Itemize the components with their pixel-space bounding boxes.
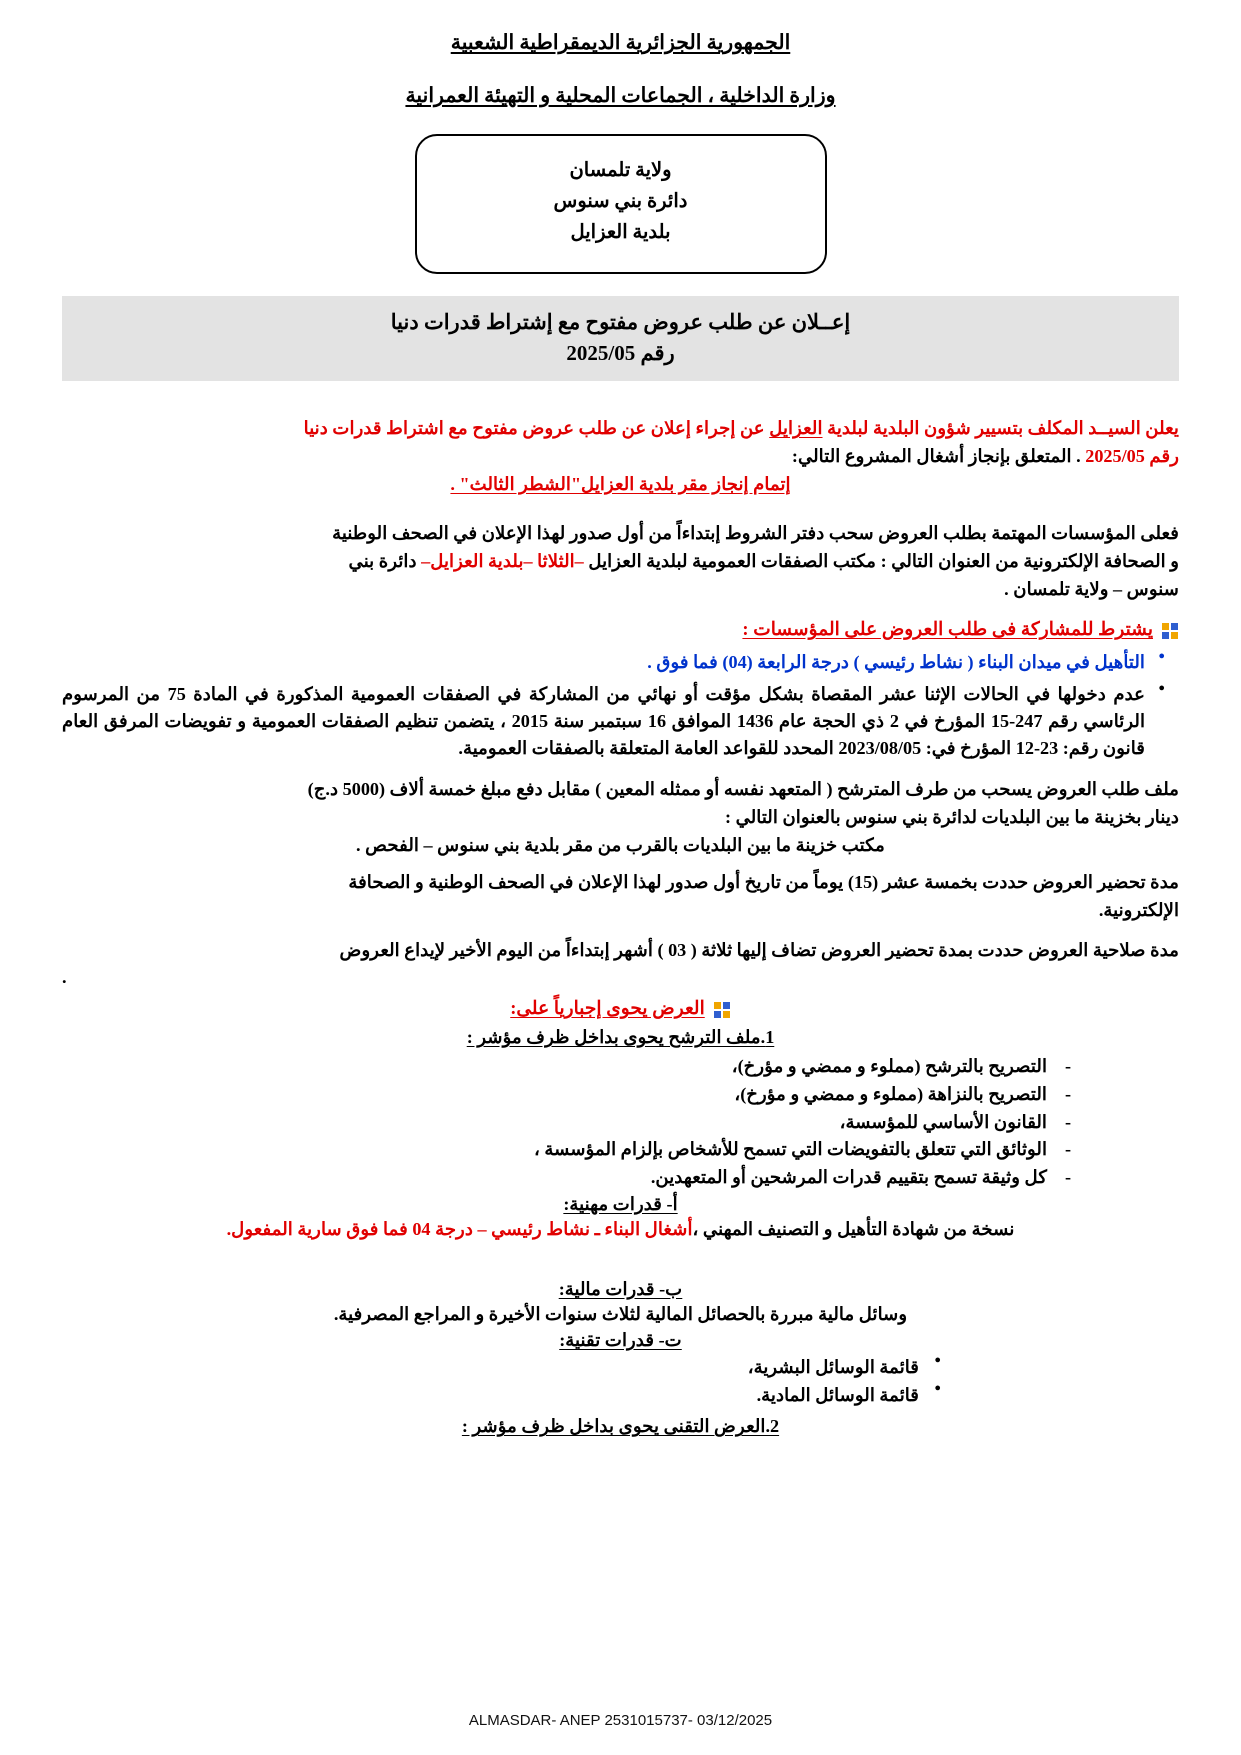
conditions-list [62, 649, 1179, 762]
intro-line-1a: يعلن السيــد المكلف بتسيير شؤون البلدية لبلدية [822, 418, 1179, 439]
address-line-2b: دائرة بني [348, 550, 422, 571]
withdrawal-line-1: ملف طلب العروض يسحب من طرف المترشح ( المتعهد نفسه أو ممثله المعين ) مقابل دفع مبلغ خمسة ألاف (5000 د.ج) [307, 779, 1179, 800]
wilaya-box [415, 134, 827, 274]
intro-line-2b: . المتعلق بإنجاز أشغال المشروع التالي: [791, 445, 1081, 466]
withdrawal-line-3: مكتب خزينة ما بين البلديات بالقرب من مقر بلدية بني سنوس – الفحص . [356, 834, 885, 855]
capacity-technical-label-text: ت- قدرات تقنية: [559, 1329, 682, 1350]
capacity-financial-text: وسائل مالية مبررة بالحصائل المالية لثلاث سنوات الأخيرة و المراجع المصرفية. [333, 1303, 908, 1324]
address-paragraph [62, 520, 1179, 603]
conditions-heading: يشترط للمشاركة فى طلب العروض على المؤسسات : [742, 619, 1153, 641]
announcement-title: إعــلان عن طلب عروض مفتوح مع إشتراط قدرات دنيا [390, 310, 851, 335]
baladia-name: بلدية العزايل [570, 221, 671, 243]
ministry-heading-text: وزارة الداخلية ، الجماعات المحلية و التهيئة العمرانية [405, 85, 836, 107]
preparation-period-line-2: الإلكترونية. [1098, 900, 1179, 921]
four-square-bullet-icon [1162, 623, 1179, 640]
condition-item-exclusions: ● عدم دخولها في الحالات الإثنا عشر المقصاة بشكل مؤقت أو نهائي من المشاركة في الصفقات العمومية المذكورة في المادة 75 من المرسوم الرئاسي رقم 247-15 المؤرخ في 2 ذي الحجة عام 1436 الموافق 16 سبتمبر سنة 2015 ، يتضمن تنظيم الصفقات العمومية و تفويضات المرفق العام قانون رقم: 23-12 المؤرخ في: 2023/08/05 المحدد للقواعد العامة المتعلقة بالصفقات العمومية. [62, 681, 1145, 763]
intro-commune-highlight: العزايل [769, 418, 823, 439]
validity-paragraph [62, 937, 1179, 992]
wilaya-name: ولاية تلمسان [569, 160, 672, 181]
address-line-3: سنوس – ولاية تلمسان . [1004, 578, 1179, 599]
intro-number: رقم 2025/05 [1080, 445, 1179, 466]
intro-line-1b: عن إجراء [690, 418, 770, 439]
validity-line: مدة صلاحية العروض حددت بمدة تحضير العروض تضاف إليها ثلاثة ( 03 ) أشهر إبتداءاً من اليوم الأخير لإيداع العروض [339, 939, 1179, 960]
preparation-period-line-1: مدة تحضير العروض حددت بخمسة عشر (15) يوماً من تاريخ أول صدور لهذا الإعلان في الصحف الوطنية و الصحافة [348, 872, 1179, 893]
capacity-financial-label [62, 1279, 1179, 1300]
list-item: - القانون الأساسي للمؤسسة، [62, 1109, 1047, 1137]
technical-capacity-list [62, 1353, 1179, 1409]
four-square-bullet-icon-2 [714, 1002, 731, 1019]
capacity-professional-text-red: أشغال البناء ـ نشاط رئيسي – درجة 04 فما فوق سارية المفعول. [226, 1218, 693, 1239]
list-item: - التصريح بالنزاهة (مملوء و ممضي و مؤرخ)، [62, 1081, 1047, 1109]
announcement-banner [62, 296, 1179, 381]
withdrawal-paragraph [62, 776, 1179, 859]
list-item: - التصريح بالترشح (مملوء و ممضي و مؤرخ)، [62, 1053, 1047, 1081]
offer-heading: العرض يحوى إجبارياً على: [510, 997, 705, 1019]
project-title: إتمام إنجاز مقر بلدية العزايل"الشطر الثالث" . [450, 473, 791, 494]
list-item: - الوثائق التي تتعلق بالتفويضات التي تسمح للأشخاص بإلزام المؤسسة ، [62, 1136, 1047, 1164]
announcement-number: رقم 2025/05 [566, 340, 675, 365]
address-line-1: فعلى المؤسسات المهتمة بطلب العروض سحب دفتر الشروط إبتداءاً من أول صدور لهذا الإعلان في الصحف الوطنية [332, 523, 1179, 544]
capacity-professional-text-plain: نسخة من شهادة التأهيل و التصنيف المهني ، [692, 1218, 1015, 1239]
offer-item-2: 2.العرض التقنى يحوى بداخل ظرف مؤشر : [461, 1416, 780, 1437]
capacity-professional-label-text: أ- قدرات مهنية: [563, 1193, 678, 1214]
intro-line-2 [62, 443, 1179, 471]
republic-heading-text: الجمهورية الجزائرية الديمقراطية الشعبية [450, 32, 791, 54]
address-line-2a: و الصحافة الإلكترونية من العنوان التالي : مكتب الصفقات العمومية لبلدية العزايل [583, 550, 1179, 571]
page-footer: ALMASDAR- ANEP 2531015737- 03/12/2025 [468, 1712, 773, 1729]
list-item: ● قائمة الوسائل المادية. [62, 1381, 919, 1409]
conditions-heading-row [62, 619, 1179, 641]
intro-line-1c: إعلان عن طلب عروض مفتوح مع اشتراط قدرات دنيا [303, 418, 691, 439]
list-item: ● قائمة الوسائل البشرية، [62, 1353, 919, 1381]
capacity-professional-label [62, 1194, 1179, 1215]
list-item: - كل وثيقة تسمح بتقييم قدرات المرشحين أو المتعهدين. [62, 1164, 1047, 1192]
address-line-2 [62, 548, 1179, 576]
offer-heading-row [62, 998, 1179, 1020]
deadlines-paragraph [62, 869, 1179, 924]
offer-item-1: 1.ملف الترشح يحوى بداخل ظرف مؤشر : [466, 1026, 775, 1047]
capacity-technical-label [62, 1330, 1179, 1351]
validity-dot: . [62, 967, 67, 988]
address-office-highlight: –الثلاثا –بلدية العزايل– [421, 550, 584, 571]
intro-paragraph [62, 415, 1179, 498]
republic-heading [62, 30, 1179, 55]
capacity-financial-label-text: ب- قدرات مالية: [558, 1278, 683, 1299]
ministry-heading [62, 83, 1179, 108]
condition-item-qualification: ● التأهيل في ميدان البناء ( نشاط رئيسي ) درجة الرابعة (04) فما فوق . [62, 649, 1145, 676]
candidacy-file-list [62, 1053, 1179, 1191]
capacity-professional-text [62, 1215, 1179, 1243]
daira-name: دائرة بني سنوس [553, 190, 688, 212]
withdrawal-line-2: دينار بخزينة ما بين البلديات لدائرة بني سنوس بالعنوان التالي : [724, 807, 1179, 828]
intro-line-1 [62, 415, 1179, 443]
